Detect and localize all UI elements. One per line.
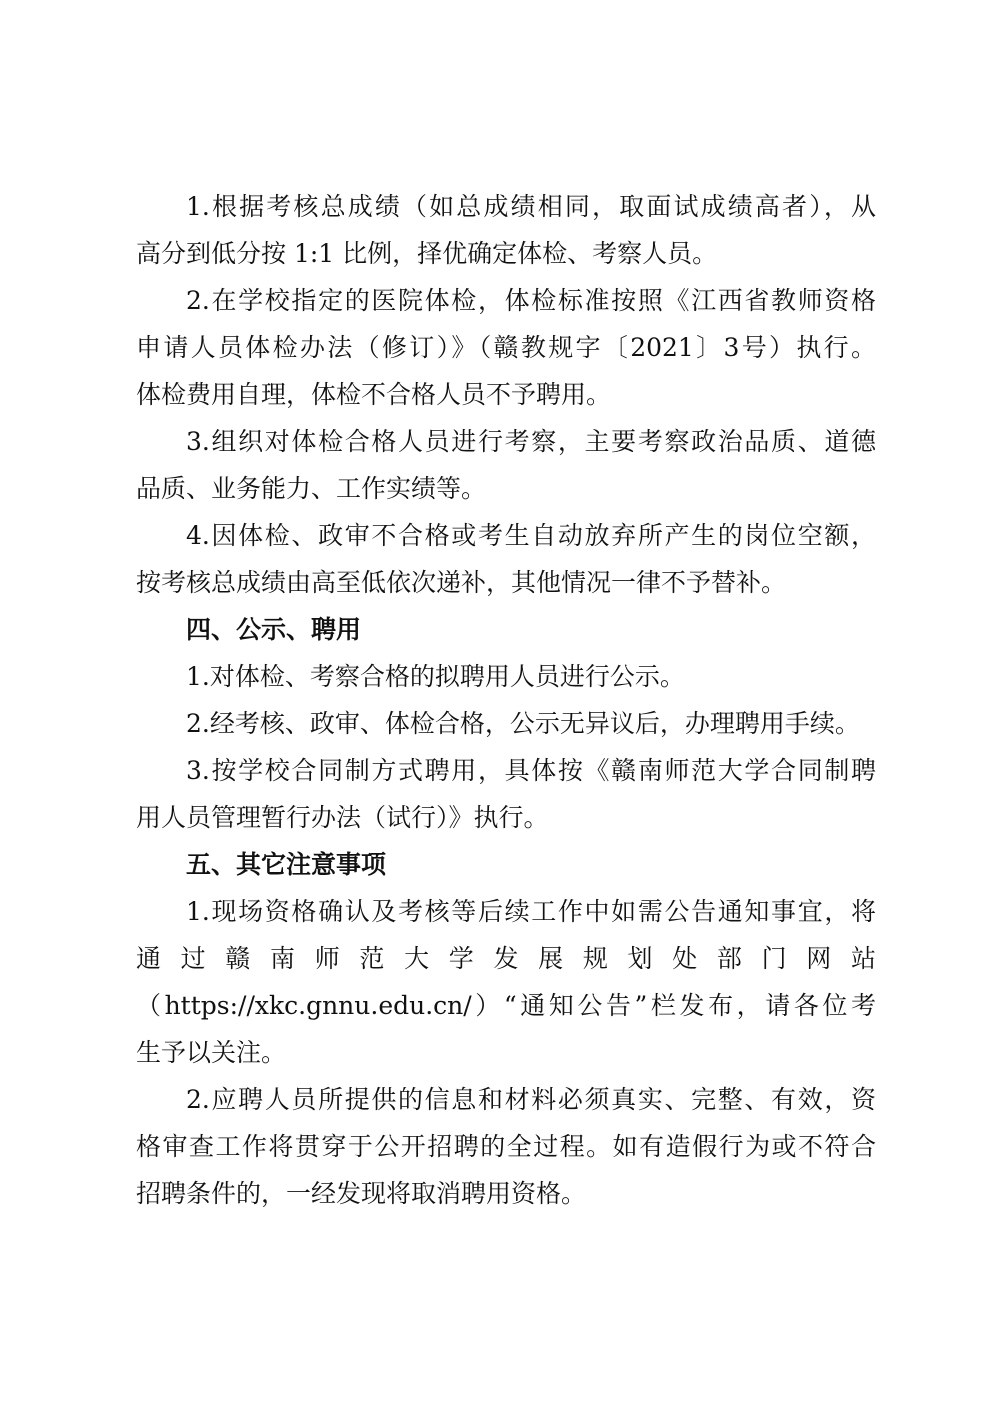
- section-heading: 四、公示、聘用: [186, 615, 362, 644]
- paragraph-line: 1.根据考核总成绩（如总成绩相同，取面试成绩高者），从: [186, 192, 876, 221]
- paragraph-line: 4.因体检、政审不合格或考生自动放弃所产生的岗位空额，: [186, 521, 876, 550]
- section-heading: 五、其它注意事项: [186, 850, 387, 879]
- paragraph-line: 用人员管理暂行办法（试行）》执行。: [136, 803, 549, 832]
- paragraph-line: 3.组织对体检合格人员进行考察，主要考察政治品质、道德: [186, 427, 876, 456]
- paragraph-line: 格审查工作将贯穿于公开招聘的全过程。如有造假行为或不符合: [136, 1132, 876, 1161]
- document-body: [136, 183, 876, 1217]
- paragraph-line: （https://xkc.gnnu.edu.cn/）“通知公告”栏发布，请各位考: [136, 991, 876, 1020]
- paragraph-line: 招聘条件的，一经发现将取消聘用资格。: [136, 1179, 587, 1208]
- paragraph-line: 品质、业务能力、工作实绩等。: [136, 474, 487, 503]
- paragraph-line: 体检费用自理，体检不合格人员不予聘用。: [136, 380, 612, 409]
- paragraph-line: 2.应聘人员所提供的信息和材料必须真实、完整、有效，资: [186, 1085, 876, 1114]
- paragraph-line: 通过赣南师范大学发展规划处部门网站: [136, 944, 876, 973]
- paragraph-line: 1.对体检、考察合格的拟聘用人员进行公示。: [186, 662, 685, 691]
- paragraph-line: 按考核总成绩由高至低依次递补，其他情况一律不予替补。: [136, 568, 787, 597]
- paragraph-line: 1.现场资格确认及考核等后续工作中如需公告通知事宜，将: [186, 897, 876, 926]
- paragraph-line: 3.按学校合同制方式聘用，具体按《赣南师范大学合同制聘: [186, 756, 876, 785]
- paragraph-line: 生予以关注。: [136, 1038, 287, 1067]
- paragraph-line: 申请人员体检办法（修订）》（赣教规字〔2021〕3号）执行。: [136, 333, 876, 362]
- paragraph-line: 2.在学校指定的医院体检，体检标准按照《江西省教师资格: [186, 286, 876, 315]
- paragraph-line: 2.经考核、政审、体检合格，公示无异议后，办理聘用手续。: [186, 709, 860, 738]
- paragraph-line: 高分到低分按 1:1 比例，择优确定体检、考察人员。: [136, 239, 718, 268]
